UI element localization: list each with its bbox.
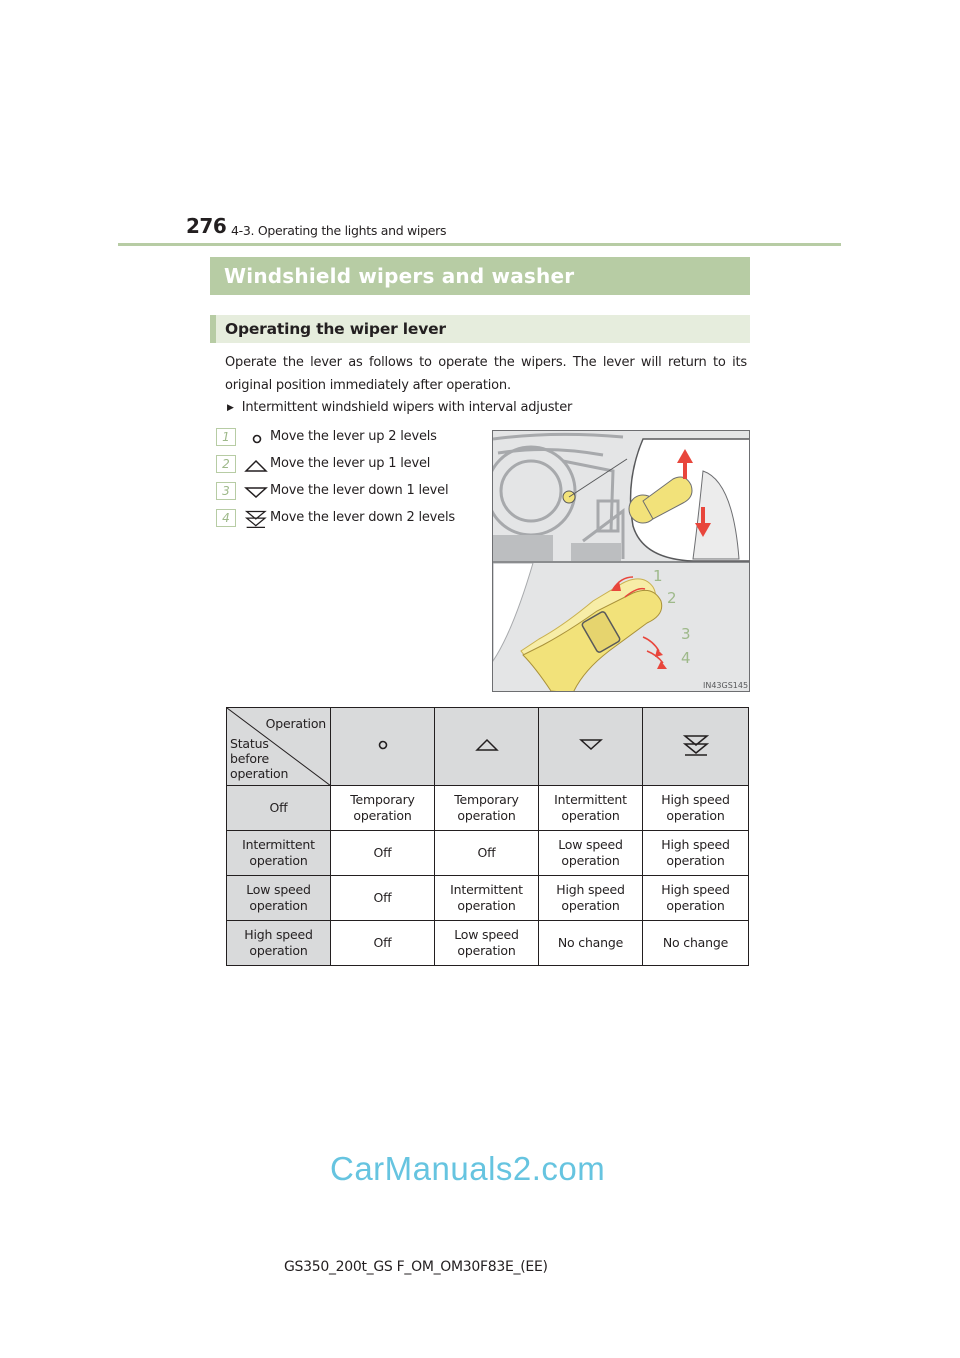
header-down-cell bbox=[539, 708, 643, 786]
step-number: 2 bbox=[216, 455, 236, 473]
header-rule bbox=[118, 243, 841, 246]
bullet-item bbox=[227, 400, 572, 415]
header-double-down-cell bbox=[643, 708, 749, 786]
table-corner-cell bbox=[227, 708, 331, 786]
table-row bbox=[227, 786, 749, 831]
table-cell: Off bbox=[331, 831, 435, 876]
table-cell: High speed operation bbox=[643, 831, 749, 876]
table-cell: No change bbox=[643, 921, 749, 966]
table-cell: Low speed operation bbox=[435, 921, 539, 966]
step-number: 4 bbox=[216, 509, 236, 527]
subsection-title: Operating the wiper lever bbox=[225, 320, 446, 338]
table-cell: High speed operation bbox=[539, 876, 643, 921]
status-cell: Off bbox=[227, 786, 331, 831]
table-cell: Off bbox=[435, 831, 539, 876]
intro-paragraph: Operate the lever as follows to operate the wipers. The lever will return to its original position immediately after operation. bbox=[225, 355, 747, 393]
table-cell: High speed operation bbox=[643, 786, 749, 831]
step-item bbox=[216, 455, 486, 475]
footer-document-code: GS350_200t_GS F_OM_OM30F83E_(EE) bbox=[284, 1259, 548, 1275]
figure-callout-1: 1 bbox=[653, 567, 663, 585]
double-down-triangle-icon bbox=[242, 509, 268, 529]
step-text: Move the lever up 2 levels bbox=[270, 429, 437, 444]
table-cell: Intermittent operation bbox=[539, 786, 643, 831]
subsection-title-bar bbox=[210, 315, 750, 343]
illustration-drawing bbox=[493, 431, 750, 692]
down-triangle-icon bbox=[578, 735, 604, 755]
figure-callout-4: 4 bbox=[681, 649, 691, 667]
step-item bbox=[216, 482, 486, 502]
table-header-row bbox=[227, 708, 749, 786]
table-row bbox=[227, 876, 749, 921]
figure-callout-3: 3 bbox=[681, 625, 691, 643]
up-triangle-icon bbox=[474, 735, 500, 755]
status-cell: Low speed operation bbox=[227, 876, 331, 921]
table-cell: Temporary operation bbox=[331, 786, 435, 831]
status-cell: High speed operation bbox=[227, 921, 331, 966]
subsection-accent bbox=[210, 315, 216, 343]
step-text: Move the lever up 1 level bbox=[270, 456, 431, 471]
table-row bbox=[227, 921, 749, 966]
header-circle-cell bbox=[331, 708, 435, 786]
status-cell: Intermittent operation bbox=[227, 831, 331, 876]
table-cell: Off bbox=[331, 921, 435, 966]
section-title: Windshield wipers and washer bbox=[224, 264, 575, 288]
page-number: 276 bbox=[186, 214, 227, 238]
wiper-operation-table bbox=[226, 707, 749, 966]
table-cell: No change bbox=[539, 921, 643, 966]
wiper-lever-illustration bbox=[492, 430, 750, 692]
table-cell: Off bbox=[331, 876, 435, 921]
table-cell: Low speed operation bbox=[539, 831, 643, 876]
circle-icon bbox=[370, 735, 396, 755]
section-title-bar bbox=[210, 257, 750, 295]
figure-callout-2: 2 bbox=[667, 589, 677, 607]
step-text: Move the lever down 1 level bbox=[270, 483, 449, 498]
corner-status-label: Status before operation bbox=[230, 736, 289, 781]
step-text: Move the lever down 2 levels bbox=[270, 510, 455, 525]
section-reference: 4-3. Operating the lights and wipers bbox=[231, 223, 447, 238]
header-up-cell bbox=[435, 708, 539, 786]
down-triangle-icon bbox=[242, 482, 268, 502]
bullet-text: Intermittent windshield wipers with interval adjuster bbox=[241, 400, 573, 415]
step-item bbox=[216, 509, 486, 529]
step-number: 1 bbox=[216, 428, 236, 446]
table-cell: High speed operation bbox=[643, 876, 749, 921]
step-number: 3 bbox=[216, 482, 236, 500]
up-triangle-icon bbox=[242, 455, 268, 475]
step-item bbox=[216, 428, 486, 448]
figure-code: IN43GS145 bbox=[703, 681, 749, 690]
watermark-link[interactable]: CarManuals2.com bbox=[330, 1150, 606, 1187]
double-down-triangle-icon bbox=[683, 733, 709, 757]
table-cell: Temporary operation bbox=[435, 786, 539, 831]
bullet-triangle-icon: ▶ bbox=[227, 403, 234, 413]
table-cell: Intermittent operation bbox=[435, 876, 539, 921]
corner-operation-label: Operation bbox=[265, 716, 326, 731]
circle-icon bbox=[242, 428, 268, 448]
table-row bbox=[227, 831, 749, 876]
